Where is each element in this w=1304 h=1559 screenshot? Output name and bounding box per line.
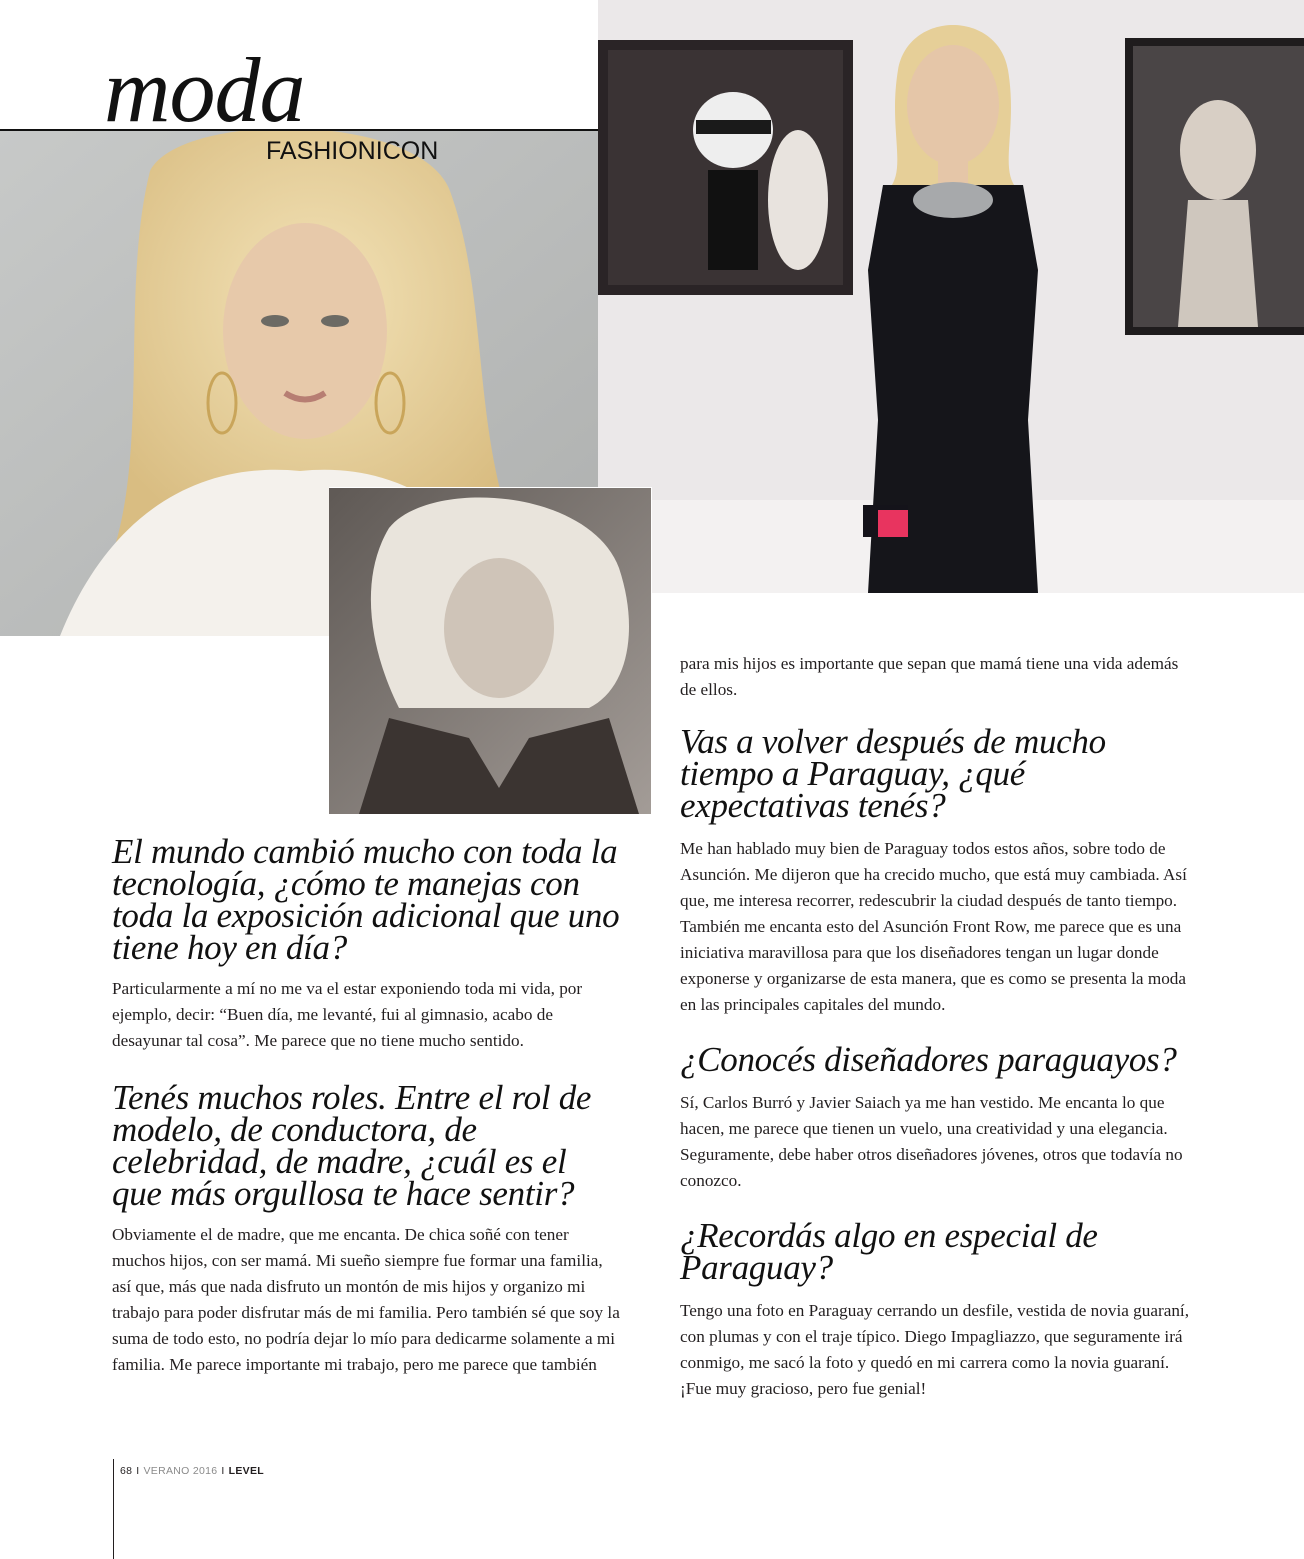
event-photo <box>598 0 1304 593</box>
continuation-paragraph-block <box>680 651 1192 703</box>
question-heading: Tenés muchos roles. Entre el rol de modelo, de conductora, de celebridad, de madre, ¿cuál es el que más orgullosa te hace sentir? <box>112 1078 592 1213</box>
answer-paragraph: Obviamente el de madre, que me encanta. De chica soñé con tener muchos hijos, con ser mamá. Mi sueño siempre fue formar una familia, así que, más que nada disfruto un montón de mis hijos y organizo mi trabajo para poder disfrutar más de mi familia. Pero también sé que soy la suma de todo esto, no podría dejar lo mío para dedicarme solamente a mi familia. Me parece importante mi trabajo, pero me parece que también <box>112 1225 620 1374</box>
footer-separator: I <box>221 1465 225 1477</box>
magazine-name: LEVEL <box>228 1465 264 1477</box>
answer-paragraph: Tengo una foto en Paraguay cerrando un desfile, vestida de novia guaraní, con plumas y con el traje típico. Diego Impagliazzo, que seguramente irá conmigo, me sacó la foto y quedó en mi carrera como la novia guaraní. ¡Fue muy gracioso, pero fue genial! <box>680 1301 1189 1398</box>
issue-label: VERANO 2016 <box>143 1465 218 1477</box>
subtitle-fashion: FASHION <box>266 137 376 165</box>
subtitle <box>266 136 438 166</box>
question-heading: ¿Recordás algo en especial de Paraguay? <box>680 1216 1098 1287</box>
subtitle-icon: ICON <box>375 137 439 165</box>
page-number: 68 <box>120 1465 133 1477</box>
continuation-paragraph: para mis hijos es importante que sepan que mamá tiene una vida además de ellos. <box>680 654 1179 699</box>
answer-paragraph: Particularmente a mí no me va el estar exponiendo toda mi vida, por ejemplo, decir: “Buen día, me levanté, fui al gimnasio, acabo de desayunar tal cosa”. Me parece que no tiene mucho sentido. <box>112 979 583 1050</box>
footer-separator: I <box>136 1465 140 1477</box>
answer-paragraph: Sí, Carlos Burró y Javier Saiach ya me han vestido. Me encanta lo que hacen, me parece que tienen un vuelo, una creatividad y una elegancia. Seguramente, debe haber otros diseñadores jóvenes, otros que todavía no conozco. <box>680 1093 1183 1190</box>
left-column <box>112 832 622 1406</box>
question-heading: ¿Conocés diseñadores paraguayos? <box>680 1040 1177 1079</box>
question-heading: Vas a volver después de mucho tiempo a Paraguay, ¿qué expectativas tenés? <box>680 722 1106 825</box>
footer-divider <box>113 1459 114 1559</box>
question-heading: El mundo cambió mucho con toda la tecnología, ¿cómo te manejas con toda la exposición adicional que uno tiene hoy en día? <box>112 832 620 967</box>
black-white-photo <box>329 487 652 814</box>
right-column <box>680 722 1192 1428</box>
answer-paragraph: Me han hablado muy bien de Paraguay todos estos años, sobre todo de Asunción. Me dijeron que ha crecido mucho, que está muy cambiada. Así que, me interesa recorrer, redescubrir la ciudad después de tanto tiempo. También me encanta esto del Asunción Front Row, me parece que es una iniciativa maravillosa para que los diseñadores tengan un lugar donde exponerse y organizarse de esta manera, que es como se presenta la moda en las principales capitales del mundo. <box>680 839 1187 1014</box>
section-title: moda <box>104 39 305 141</box>
page-footer <box>120 1465 264 1477</box>
